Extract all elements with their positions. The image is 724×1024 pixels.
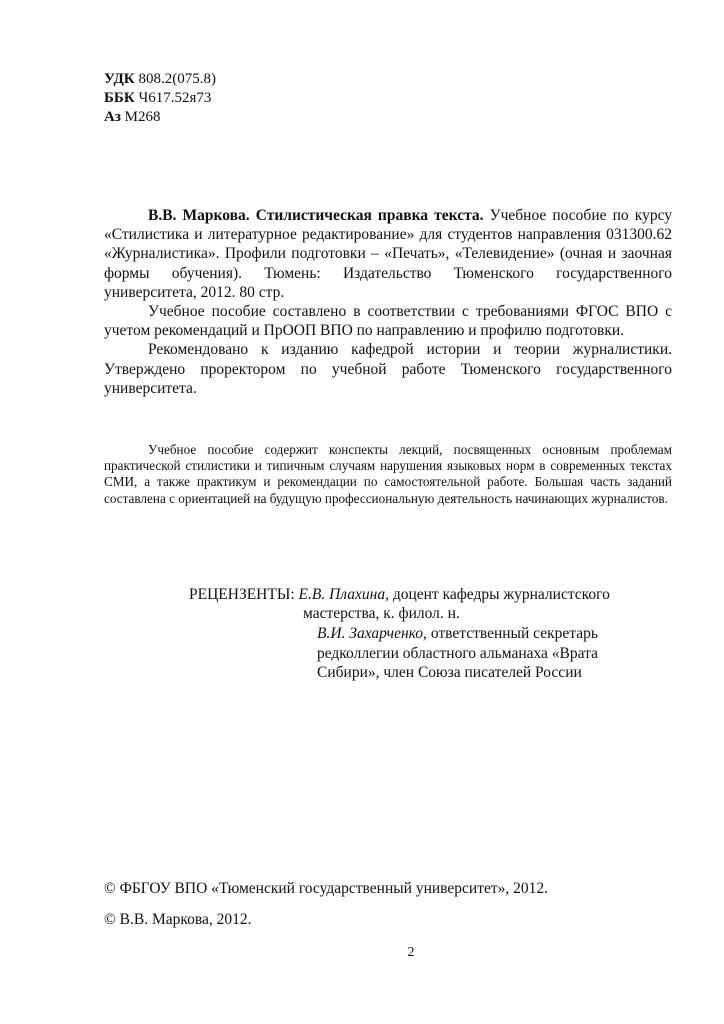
reviewers-label: РЕЦЕНЗЕНТЫ: [189,586,295,603]
reviewer-2-role-cont: редколлегии областного альманаха «Врата [317,645,598,662]
bbk-label: ББК [104,90,135,106]
bbk-value: Ч617.52я73 [138,90,212,106]
reviewer-2-role-cont-2: Сибири», член Союза писателей России [317,664,582,681]
book-title: В.В. Маркова. Стилистическая правка текста. [148,207,484,224]
reviewer-1-role: доцент кафедры журналистского [388,586,610,603]
udk-value: 808.2(075.8) [138,71,216,87]
bibliographic-description [104,206,672,398]
standards-paragraph: Учебное пособие составлено в соответствии с требованиями ФГОС ВПО с учетом рекомендаций и ПрООП ВПО по направлению и профилю подготовки. [104,303,672,340]
reviewer-2-name: В.И. Захарченко, [317,625,427,642]
bbk-line [104,89,216,108]
page-number: 2 [407,945,415,960]
reviewer-2-role: ответственный секретарь [426,625,598,642]
az-line [104,108,216,127]
citation-paragraph [104,206,672,302]
copyright-university: © ФБГОУ ВПО «Тюменский государственный университет», 2012. [104,880,549,897]
reviewer-2-line [317,624,598,644]
reviewer-1-name: Е.В. Плахина, [298,586,389,603]
reviewer-1-line [189,585,610,605]
reviewer-1-role-cont: мастерства, к. филол. н. [303,605,460,622]
udk-label: УДК [104,71,135,87]
abstract-paragraph: Учебное пособие содержит конспекты лекций, посвященных основным проблемам практической стилистики и типичным случаям нарушения языковых норм в современных текстах СМИ, а также практикум и рекомендации по самостоятельной работе. Большая часть заданий составлена с ориентацией на будущую профессиональную деятельность начинающих журналистов. [104,442,672,506]
recommendation-paragraph: Рекомендовано к изданию кафедрой истории и теории журналистики. Утверждено проректором по учебной работе Тюменского государственного университета. [104,341,672,397]
udk-line [104,70,216,89]
copyright-author: © В.В. Маркова, 2012. [104,911,252,928]
az-label: Аз [104,109,121,125]
classification-codes [104,70,216,127]
book-description: Учебное пособие по курсу «Стилистика и литературное редактирование» для студентов направления 031300.62 «Журналистика». Профили подготовки – «Печать», «Телевидение» (очная и заочная формы обучения). Тюмень: Издательство Тюменского государственного университета, 2012. 80 стр. [104,207,672,301]
az-value: М268 [124,109,161,125]
